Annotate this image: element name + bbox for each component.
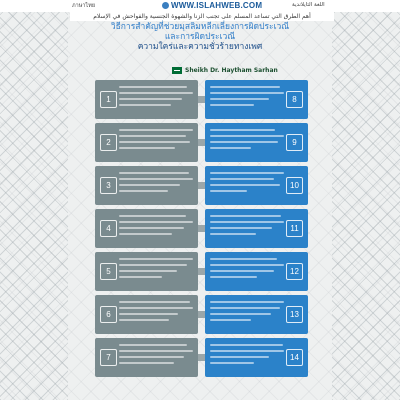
site-url-text: WWW.ISLAHWEB.COM [171, 1, 263, 10]
tip-text-placeholder [210, 344, 284, 368]
top-bar [0, 0, 400, 12]
tip-text-placeholder [119, 301, 193, 325]
tip-number: 1 [100, 91, 117, 108]
tip-text-placeholder [210, 215, 284, 239]
tip-card-right [205, 123, 308, 162]
row-connector [198, 354, 205, 361]
saudi-flag-icon [172, 67, 182, 74]
tip-number: 8 [286, 91, 303, 108]
tip-number: 9 [286, 134, 303, 151]
tip-row [95, 338, 308, 377]
tip-row [95, 166, 308, 205]
language-thai-label[interactable]: ภาษาไทย [72, 3, 96, 9]
page-title [100, 22, 300, 52]
arabic-title-banner: أهم الطرق التي تساعد المسلم على تجنب الزنا والشهوة الجنسية والفواحش في الإسلام [70, 12, 334, 21]
row-connector [198, 268, 205, 275]
author-credit [172, 66, 278, 75]
row-connector [198, 311, 205, 318]
tip-row [95, 209, 308, 248]
tip-text-placeholder [210, 129, 284, 153]
row-connector [198, 96, 205, 103]
tip-card-right [205, 338, 308, 377]
row-connector [198, 139, 205, 146]
tip-text-placeholder [210, 172, 284, 196]
row-connector [198, 182, 205, 189]
tip-text-placeholder [119, 129, 193, 153]
tip-card-right [205, 209, 308, 248]
tip-text-placeholder [119, 172, 193, 196]
tip-number: 13 [286, 306, 303, 323]
tip-card-left [95, 209, 198, 248]
tip-number: 10 [286, 177, 303, 194]
title-line-3: ความใคร่และความชั่วร้ายทางเพศ [137, 42, 263, 52]
tip-number: 14 [286, 349, 303, 366]
tip-card-right [205, 80, 308, 119]
title-line-1: วิธีการสำคัญที่ช่วยมุสลิมหลีกเลี่ยงการผิดประเวณี [110, 22, 290, 32]
tip-number: 7 [100, 349, 117, 366]
tip-number: 3 [100, 177, 117, 194]
left-decorative-pattern [0, 0, 68, 400]
tip-text-placeholder [210, 301, 284, 325]
tip-card-left [95, 252, 198, 291]
tip-number: 11 [286, 220, 303, 237]
tip-number: 4 [100, 220, 117, 237]
tip-number: 6 [100, 306, 117, 323]
tip-card-left [95, 123, 198, 162]
tip-card-right [205, 295, 308, 334]
globe-icon [162, 2, 169, 9]
tip-card-right [205, 252, 308, 291]
tip-card-left [95, 166, 198, 205]
title-line-2: และการผิดประเวณี [164, 32, 236, 42]
tip-number: 2 [100, 134, 117, 151]
tip-number: 12 [286, 263, 303, 280]
tip-text-placeholder [119, 258, 193, 282]
tip-text-placeholder [119, 86, 193, 110]
tip-card-left [95, 338, 198, 377]
tip-number: 5 [100, 263, 117, 280]
tip-text-placeholder [119, 344, 193, 368]
tip-card-right [205, 166, 308, 205]
right-decorative-pattern [332, 0, 400, 400]
author-name: Sheikh Dr. Haytham Sarhan [185, 67, 278, 74]
tip-row [95, 252, 308, 291]
language-arabic-label[interactable]: اللغة التايلاندية [292, 2, 325, 8]
tip-row [95, 80, 308, 119]
tip-card-left [95, 295, 198, 334]
site-url[interactable] [162, 1, 262, 10]
tip-text-placeholder [210, 258, 284, 282]
row-connector [198, 225, 205, 232]
tip-text-placeholder [210, 86, 284, 110]
tip-card-left [95, 80, 198, 119]
tip-row [95, 123, 308, 162]
tip-text-placeholder [119, 215, 193, 239]
tip-row [95, 295, 308, 334]
